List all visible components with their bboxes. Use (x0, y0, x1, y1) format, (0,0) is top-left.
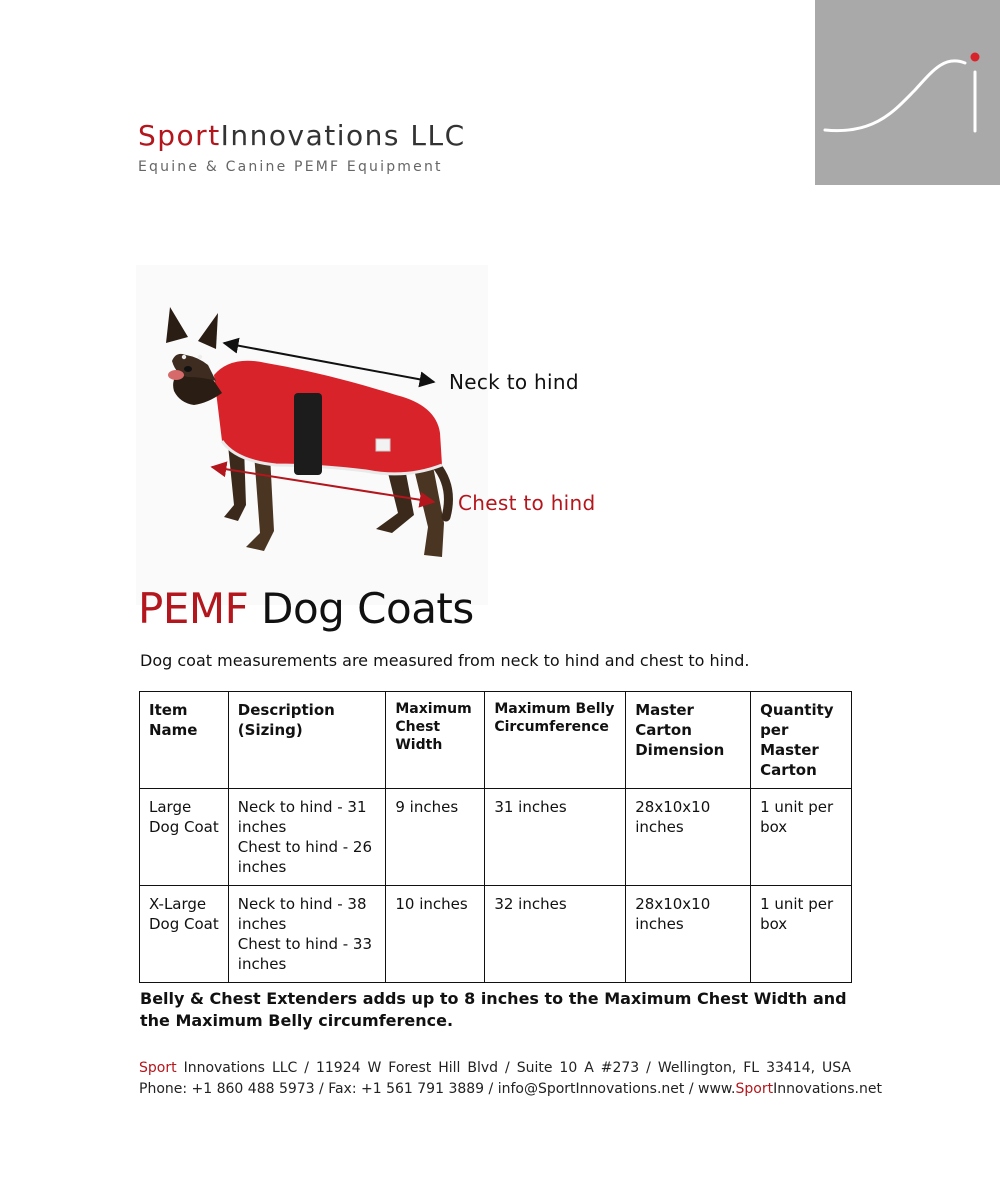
col-header-quantity-per-carton: Quantity per Master Carton (751, 692, 852, 789)
cell-desc-chest: Chest to hind - 26 inches (237, 838, 373, 876)
si-logo-icon (815, 0, 1000, 185)
chest-to-hind-arrow (212, 467, 434, 502)
footer (139, 1058, 882, 1100)
cell-carton: 28x10x10 inches (626, 886, 751, 983)
col-header-max-chest-width: Maximum Chest Width (386, 692, 485, 789)
dog-coat-specs-table (139, 691, 852, 983)
col-header-description: Description (Sizing) (228, 692, 386, 789)
cell-belly: 32 inches (485, 886, 626, 983)
footer-contact: Phone: +1 860 488 5973 / Fax: +1 561 791 3889 / info@SportInnovations.net / www.SportInnovations.net (139, 1081, 882, 1097)
cell-qty: 1 unit per box (751, 789, 852, 886)
cell-carton: 28x10x10 inches (626, 789, 751, 886)
company-logo (815, 0, 1000, 185)
cell-desc-neck: Neck to hind - 38 inches (237, 895, 367, 933)
intro-text: Dog coat measurements are measured from neck to hind and chest to hind. (140, 651, 750, 670)
extenders-note: Belly & Chest Extenders adds up to 8 inches to the Maximum Chest Width and the Maximum Belly circumference. (140, 989, 847, 1030)
company-header (138, 119, 466, 175)
neck-to-hind-label: Neck to hind (449, 370, 579, 394)
footer-website-link[interactable]: Sport (735, 1081, 774, 1097)
cell-chest-width: 10 inches (386, 886, 485, 983)
cell-description (228, 886, 386, 983)
cell-qty: 1 unit per box (751, 886, 852, 983)
col-header-max-belly-circumference: Maximum Belly Circumference (485, 692, 626, 789)
cell-description (228, 789, 386, 886)
chest-to-hind-label: Chest to hind (458, 491, 596, 515)
cell-desc-neck: Neck to hind - 31 inches (237, 798, 367, 836)
cell-belly: 31 inches (485, 789, 626, 886)
company-name: SportInnovations LLC (138, 119, 466, 152)
col-header-item-name: Item Name (140, 692, 229, 789)
measurement-arrows (136, 265, 488, 605)
company-tagline: Equine & Canine PEMF Equipment (138, 159, 443, 175)
table-row (140, 886, 852, 983)
table-header-row (140, 692, 852, 789)
cell-item-name: X-Large Dog Coat (140, 886, 229, 983)
footer-address: Sport Innovations LLC / 11924 W Forest Hill Blvd / Suite 10 A #273 / Wellington, FL 33414, USA (139, 1060, 851, 1076)
col-header-master-carton-dimension: Master Carton Dimension (626, 692, 751, 789)
neck-to-hind-arrow (224, 343, 434, 382)
dog-coat-photo (136, 265, 488, 605)
cell-chest-width: 9 inches (386, 789, 485, 886)
cell-item-name: Large Dog Coat (140, 789, 229, 886)
table-row (140, 789, 852, 886)
page-title: PEMF Dog Coats (138, 584, 474, 633)
cell-desc-chest: Chest to hind - 33 inches (237, 935, 373, 973)
